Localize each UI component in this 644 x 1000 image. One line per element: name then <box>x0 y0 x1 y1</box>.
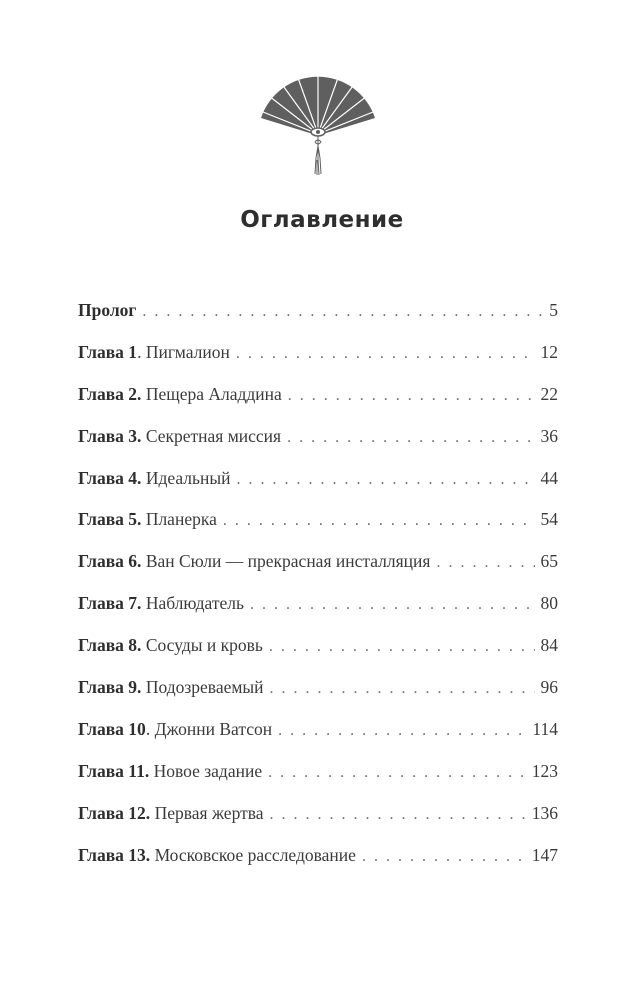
chapter-title: Первая жертва <box>154 802 264 823</box>
chapter-title: Джонни Ватсон <box>154 718 273 739</box>
table-of-contents <box>78 297 558 883</box>
toc-entry[interactable] <box>78 800 558 842</box>
page-number: 5 <box>549 300 558 320</box>
chapter-label: Глава 10 <box>78 718 146 739</box>
page-title: Оглавление <box>240 207 404 233</box>
chapter-title: Пигмалион <box>145 341 230 362</box>
dot-leader <box>362 844 526 870</box>
dot-leader <box>269 634 535 660</box>
chapter-title: Подозреваемый <box>145 677 264 698</box>
dot-leader <box>268 760 526 786</box>
toc-entry[interactable] <box>78 548 558 590</box>
chapter-label: Глава 6. <box>78 551 142 572</box>
dot-leader <box>250 592 535 618</box>
chapter-title: Новое задание <box>153 760 263 781</box>
dot-leader <box>270 676 535 702</box>
toc-entry[interactable] <box>78 716 558 758</box>
toc-entry[interactable] <box>78 381 558 423</box>
dot-leader <box>288 383 535 409</box>
chapter-separator: . <box>145 718 155 739</box>
dot-leader <box>236 467 534 493</box>
page-number: 80 <box>540 593 558 614</box>
chapter-title: Секретная миссия <box>145 425 282 446</box>
chapter-title: Ван Сюли — прекрасная инсталляция <box>145 551 431 572</box>
chapter-title: Сосуды и кровь <box>145 635 263 656</box>
toc-entry[interactable] <box>78 506 558 548</box>
chapter-label: Глава 12. <box>78 802 151 823</box>
page-number: 147 <box>531 844 558 865</box>
fan-icon <box>257 72 379 176</box>
page-number: 136 <box>531 802 558 823</box>
chapter-label: Глава 8. <box>78 635 142 656</box>
page-number: 44 <box>540 467 558 488</box>
toc-entry[interactable] <box>78 674 558 716</box>
toc-entry[interactable] <box>78 339 558 381</box>
page-number: 36 <box>540 425 558 446</box>
chapter-label: Глава 7. <box>78 593 142 614</box>
dot-leader <box>142 299 542 325</box>
chapter-title: Наблюдатель <box>145 593 244 614</box>
page-number: 84 <box>540 635 558 656</box>
chapter-label: Глава 3. <box>78 425 142 446</box>
page-number: 65 <box>540 551 558 572</box>
dot-leader <box>270 802 526 828</box>
toc-entry[interactable] <box>78 423 558 465</box>
dot-leader <box>278 718 526 744</box>
dot-leader <box>436 550 534 576</box>
chapter-label: Глава 9. <box>78 677 142 698</box>
page-number: 96 <box>540 677 558 698</box>
page-number: 114 <box>532 718 558 739</box>
toc-entry[interactable] <box>78 842 558 884</box>
toc-entry[interactable] <box>78 297 558 339</box>
toc-entry[interactable] <box>78 465 558 507</box>
dot-leader <box>287 425 534 451</box>
page-number: 123 <box>531 760 558 781</box>
page-number: 54 <box>540 509 558 530</box>
chapter-label: Глава 4. <box>78 467 142 488</box>
toc-entry[interactable] <box>78 590 558 632</box>
chapter-label: Пролог <box>78 300 137 320</box>
chapter-title: Московское расследование <box>154 844 356 865</box>
chapter-title: Пещера Аладдина <box>145 383 282 404</box>
chapter-label: Глава 11. <box>78 760 150 781</box>
chapter-label: Глава 2. <box>78 383 142 404</box>
toc-entry[interactable] <box>78 632 558 674</box>
chapter-label: Глава 13. <box>78 844 151 865</box>
page-number: 12 <box>540 341 558 362</box>
dot-leader <box>223 508 535 534</box>
chapter-label: Глава 5. <box>78 509 142 530</box>
chapter-title: Планерка <box>145 509 217 530</box>
chapter-label: Глава 1 <box>78 341 138 362</box>
chapter-title: Идеальный <box>145 467 231 488</box>
page-number: 22 <box>540 383 558 404</box>
toc-entry[interactable] <box>78 758 558 800</box>
dot-leader <box>236 341 535 367</box>
chapter-separator: . <box>137 341 146 362</box>
